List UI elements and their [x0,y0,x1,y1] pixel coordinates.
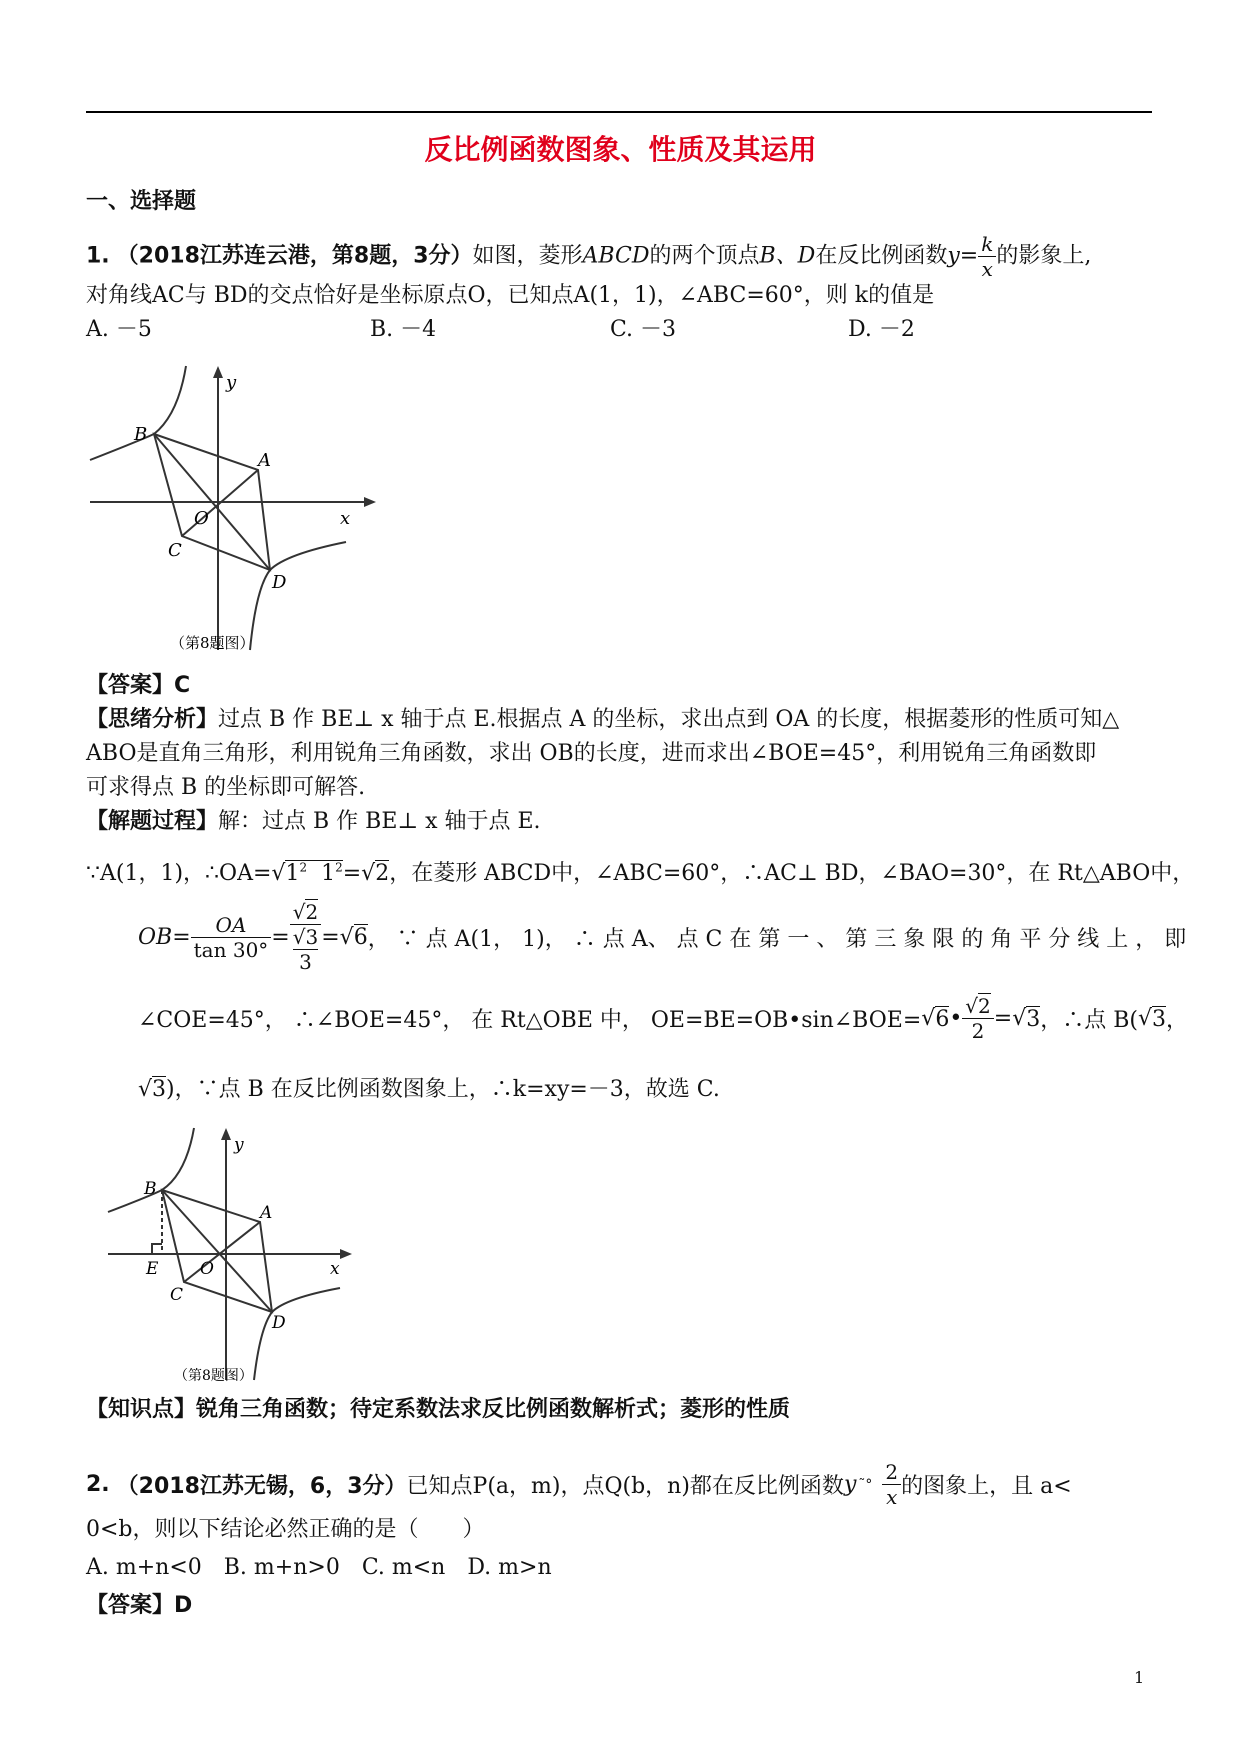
sqrt-6: 6 [353,925,368,950]
answer-value: C [174,673,191,698]
oa-over-tan [191,913,272,962]
label-x: x [340,508,351,529]
label-a: A [260,1203,273,1223]
label-c: C [168,540,182,561]
q1-frac-num: k [978,232,996,257]
label-x: x [330,1259,340,1279]
two: 2 [978,994,991,1018]
hyperbola-branch-2 [90,366,186,460]
hyperbola-branch-4 [250,542,346,650]
label-b: B [134,424,148,445]
q1-abcd: ABCD [582,243,650,269]
hyperbola-branch-4 [254,1288,340,1380]
q1-knowledge [86,1392,790,1423]
q1-fraction [978,232,996,281]
sqrt-sign: √ [271,861,286,886]
radicand-2: 1 [321,861,336,886]
sqrt-sign: √ [1138,1006,1153,1031]
q1-stem-line2: 对角线AC与 BD的交点恰好是坐标原点O，已知点A(1，1)，∠ABC=60°，则 k的值是 [86,283,935,308]
header-rule [86,111,1152,113]
knowledge-text: 锐角三角函数；待定系数法求反比例函数解析式；菱形的性质 [196,1397,791,1422]
q1-stem-b: 的两个顶点 [649,243,760,269]
three-den: 3 [299,950,312,974]
dot: • [949,1006,963,1031]
sqrt-sign: √ [138,1077,153,1102]
equals: = [271,924,290,950]
sqrt2: √2 [962,994,993,1019]
sqrt-3: 3 [152,1077,167,1102]
x-axis-arrow [364,497,376,507]
q2-stem-b: 的图象上，且 a< [901,1474,1072,1499]
three: 3 [305,925,319,949]
hyperbola-branch-2 [108,1128,194,1212]
ob-eq: OB= [138,924,191,950]
label-a: A [258,450,271,471]
sqrt-3b: 3 [1152,1006,1167,1032]
q2-answer [86,1588,192,1619]
q1-frac-den: x [981,257,993,281]
q2-stem-line1 [86,1460,1072,1509]
sqrt-sign: √ [921,1006,936,1031]
process-text: 解：过点 B 作 BE⊥ x 轴于点 E. [218,809,541,834]
label-e: E [146,1259,159,1279]
q1-figure [86,360,386,660]
sol-a-rest: ，在菱形 ABCD中，∠ABC=60°，∴AC⊥ BD，∠BAO=30°，在 Rt△ABO中， [389,861,1195,886]
label-c: C [170,1285,184,1305]
q2-options: A. m+n<0 B. m+n>0 C. m<n D. m>n [86,1555,552,1580]
q1-option-c: C. －3 [610,317,677,342]
sol-c-end: ，∴点 B( [1040,1008,1138,1033]
sqrt-3: 3 [1026,1006,1041,1032]
q1-solution-line-b [138,900,1186,974]
y-axis-arrow [213,366,223,378]
figure-caption: （第8题图） [174,1368,253,1384]
y-axis-arrow [221,1128,231,1140]
tan30: tan 30° [193,937,269,962]
sqrt-sign: √ [361,861,376,886]
q1-solution-line-c [138,994,1188,1043]
label-y: y [234,1135,244,1155]
q1-yeq: y= [947,243,979,269]
q2-number: 2. [86,1472,110,1497]
two: 2 [305,900,319,924]
page-title: 反比例函数图象、性质及其运用 [424,133,817,166]
label-b: B [144,1179,157,1199]
q1-analysis-line3: 可求得点 B 的坐标即可解答. [86,775,366,800]
q1-process [86,804,541,835]
q1-stem-d: 的影象上, [996,243,1092,269]
sqrt3-over-3 [290,925,321,974]
answer-value: D [174,1593,193,1618]
q1-analysis-line2: ABO是直角三角形，利用锐角三角函数，求出 OB的长度，进而求出∠BOE=45°，利用锐角三角函数即 [86,741,1097,766]
equals: = [342,861,362,886]
q1-number: 1. [86,243,110,269]
q1-stem-a: 如图，菱形 [472,243,583,269]
analysis-tag: 【思绪分析】 [86,707,219,732]
q2-frac-num: 2 [882,1460,901,1485]
diagonal-ac [184,1222,260,1282]
sqrt-radicand [285,860,342,886]
q1-analysis-line1 [86,702,1119,733]
q2-stem-line2: 0<b，则以下结论必然正确的是（ ） [86,1517,485,1542]
q1-bd: B、D [759,243,816,269]
sqrt2-over-2 [962,994,993,1043]
two-den: 2 [971,1019,985,1043]
sol-a-text: ∵A(1，1)，∴OA= [86,861,272,886]
q2-garbled-glyph: ˜° [858,1476,873,1493]
equals: = [321,924,340,950]
sqrt-6: 6 [935,1006,950,1032]
q1-stem-c: 在反比例函数 [815,243,948,269]
sqrt-sign: √ [1012,1006,1027,1031]
sol-b-rest: ， ∵ 点 A(1， 1)， ∴ 点 A、 点 C 在 第 一 、 第 三 象 限 的 角 平 分 线 上 ， 即 [367,926,1187,952]
sqrt2-over-sqrt3 [290,900,321,974]
process-tag: 【解题过程】 [86,809,219,834]
x-axis-arrow [340,1249,352,1259]
q2-frac-den: x [886,1485,898,1509]
figure-caption: （第8题图） [170,634,255,652]
q1-option-d: D. －2 [848,317,915,342]
q1-stem-line1 [86,232,1091,281]
sqrt-sign: √ [339,924,354,950]
sqrt2-num: √2 [290,900,321,925]
q2-fraction [882,1460,901,1509]
q1-option-a: A. －5 [86,317,152,342]
right-angle-mark [152,1244,162,1254]
q1-solution-figure [104,1122,394,1384]
sol-c-text: ∠COE=45°， ∴∠BOE=45°， 在 Rt△OBE 中， OE=BE=OB•sin∠BOE= [138,1008,922,1033]
knowledge-tag: 【知识点】 [86,1397,197,1422]
sqrt-2: 2 [375,861,390,886]
q1-solution-line-d [138,1072,720,1103]
radicand-exp-1: 2 [299,860,308,875]
radicand-exp-2: 2 [335,860,343,875]
comma: ， [1166,1008,1189,1033]
radicand-1: 1 [285,861,300,886]
q2-y: y [843,1472,857,1497]
q1-answer [86,668,190,699]
label-o: O [200,1259,214,1279]
q1-solution-line-a [86,856,1194,887]
sqrt3: √3 [292,925,319,949]
equals: = [993,1006,1013,1031]
q2-source: （2018江苏无锡，6，3分） [116,1474,407,1499]
q2-stem-a: 已知点P(a，m)，点Q(b，n)都在反比例函数 [406,1474,844,1499]
answer-tag: 【答案】 [86,673,175,698]
sol-d-rest: )，∵点 B 在反比例函数图象上，∴k=xy=－3，故选 C. [166,1077,720,1102]
answer-tag: 【答案】 [86,1593,175,1618]
label-y: y [226,372,237,393]
oa: OA [191,913,272,938]
q1-option-b: B. －4 [370,317,437,342]
analysis-text-1: 过点 B 作 BE⊥ x 轴于点 E.根据点 A 的坐标，求出点到 OA 的长度，根据菱形的性质可知△ [218,707,1120,732]
label-d: D [272,572,287,593]
section-heading: 一、选择题 [86,189,197,214]
label-d: D [272,1313,286,1333]
page-number: 1 [1134,1668,1145,1687]
q1-source: （2018江苏连云港，第8题，3分） [116,243,473,269]
label-o: O [194,508,209,529]
